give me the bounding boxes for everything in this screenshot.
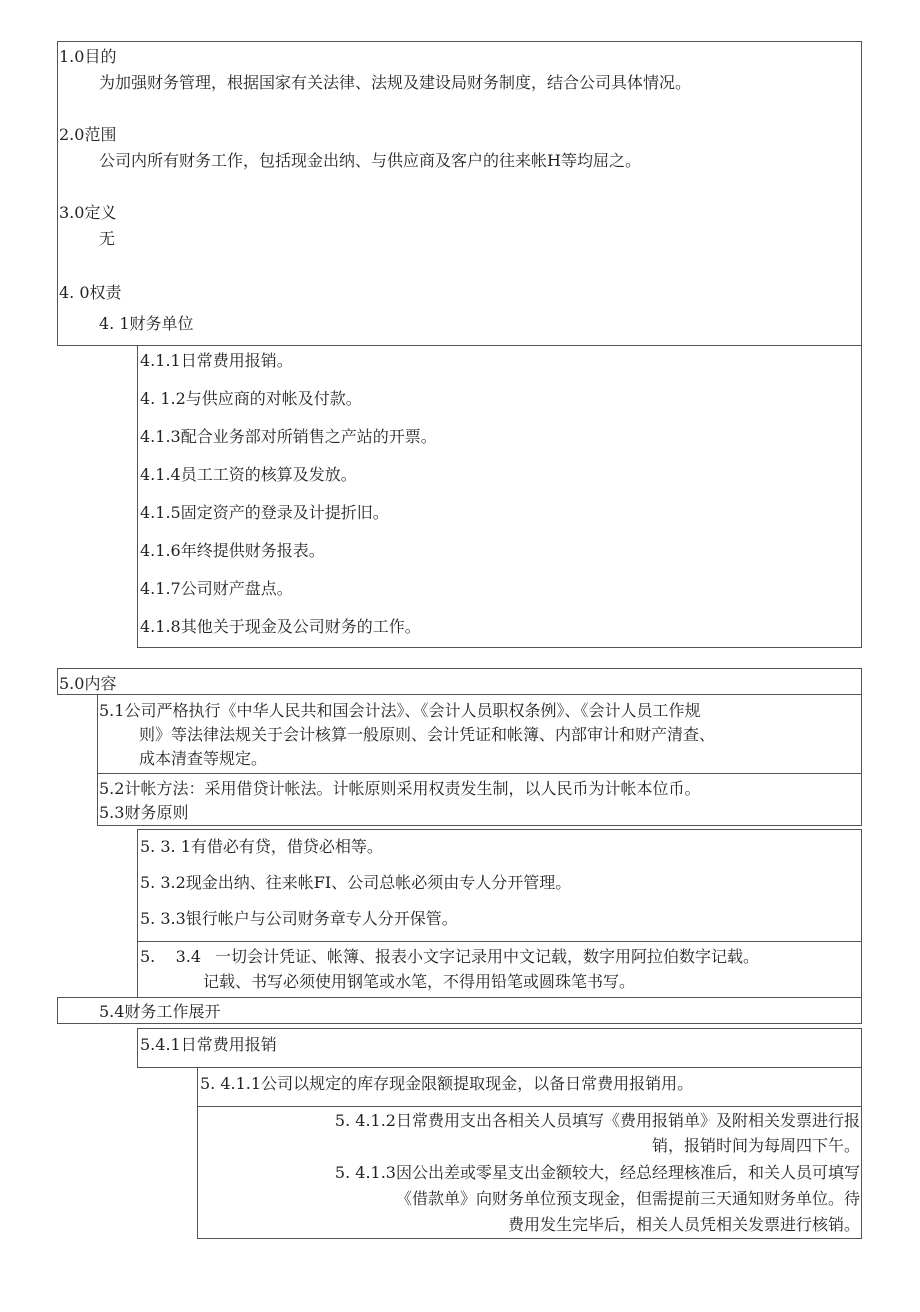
clause-5-3-4-line: 一切会计凭证、帐簿、报表小文字记录用中文记载，数字用阿拉伯数字记载。 bbox=[215, 947, 760, 966]
section-heading-purpose: 1.0目的 bbox=[59, 47, 117, 66]
section-body-definition: 无 bbox=[99, 229, 116, 248]
section-heading-definition: 3.0定义 bbox=[59, 203, 117, 222]
list-item: 4.1.4员工工资的核算及发放。 bbox=[140, 465, 357, 484]
clause-5-4-heading: 5.4财务工作展开 bbox=[99, 1002, 221, 1021]
section-heading-content: 5.0内容 bbox=[59, 674, 117, 693]
subsection-finance-unit: 4. 1财务单位 bbox=[99, 314, 194, 333]
list-item: 4.1.6年终提供财务报表。 bbox=[140, 541, 325, 560]
section-heading-responsibility: 4. 0权责 bbox=[59, 283, 122, 302]
clause-5-4-1-3-line: 《借款单》向财务单位预支现金，但需提前三天通知财务单位。待 bbox=[395, 1189, 860, 1208]
section-box-content-heading bbox=[57, 668, 862, 695]
clause-5-3-4-line: 记载、书写必须使用钢笔或水笔，不得用铅笔或圆珠笔书写。 bbox=[203, 972, 636, 991]
clause-5-1-line: 则》等法律法规关于会计核算一般原则、会计凭证和帐簿、内部审计和财产清查、 bbox=[139, 725, 716, 744]
clause-5-3-heading: 5.3财务原则 bbox=[99, 803, 189, 822]
clause-5-4-1-3-line: 5. 4.1.3因公出差或零星支出金额较大，经总经理核准后，和关人员可填写 bbox=[334, 1163, 860, 1182]
clause-5-3-3: 5. 3.3银行帐户与公司财务章专人分开保管。 bbox=[140, 909, 458, 928]
clause-5-2: 5.2计帐方法：采用借贷计帐法。计帐原则采用权责发生制，以人民币为计帐本位币。 bbox=[99, 779, 701, 798]
clause-5-3-1: 5. 3. 1有借必有贷，借贷必相等。 bbox=[140, 837, 383, 856]
section-heading-scope: 2.0范围 bbox=[59, 125, 117, 144]
clause-5-4-1-2-line: 销，报销时间为每周四下午。 bbox=[651, 1136, 860, 1155]
clause-5-1-line: 5.1公司严格执行《中华人民共和国会计法》、《会计人员职权条例》、《会计人员工作规 bbox=[99, 701, 701, 720]
clause-5-4-1-3-line: 费用发生完毕后，相关人员凭相关发票进行核销。 bbox=[507, 1215, 860, 1234]
list-item: 4.1.3配合业务部对所销售之产站的开票。 bbox=[140, 427, 437, 446]
clause-5-4-1-2-line: 5. 4.1.2日常费用支出各相关人员填写《费用报销单》及附相关发票进行报 bbox=[334, 1111, 860, 1130]
section-body-scope: 公司内所有财务工作，包括现金出纳、与供应商及客户的往来帐H等均屈之。 bbox=[99, 151, 641, 170]
clause-5-3-2: 5. 3.2现金出纳、往来帐FI、公司总帐必须由专人分开管理。 bbox=[140, 873, 572, 892]
list-item: 4.1.7公司财产盘点。 bbox=[140, 579, 293, 598]
list-item: 4.1.8其他关于现金及公司财务的工作。 bbox=[140, 617, 421, 636]
section-body-purpose: 为加强财务管理，根据国家有关法律、法规及建设局财务制度，结合公司具体情况。 bbox=[99, 73, 692, 92]
clause-5-1-line: 成本清查等规定。 bbox=[139, 749, 268, 768]
list-item: 4. 1.2与供应商的对帐及付款。 bbox=[140, 389, 362, 408]
list-item: 4.1.5固定资产的登录及计提折旧。 bbox=[140, 503, 389, 522]
clause-5-4-1-heading: 5.4.1日常费用报销 bbox=[140, 1035, 277, 1054]
list-item: 4.1.1日常费用报销。 bbox=[140, 351, 293, 370]
clause-5-4-1-1: 5. 4.1.1公司以规定的库存现金限额提取现金，以备日常费用报销用。 bbox=[200, 1074, 694, 1093]
clause-5-3-4-number: 5. 3.4 bbox=[140, 947, 202, 966]
